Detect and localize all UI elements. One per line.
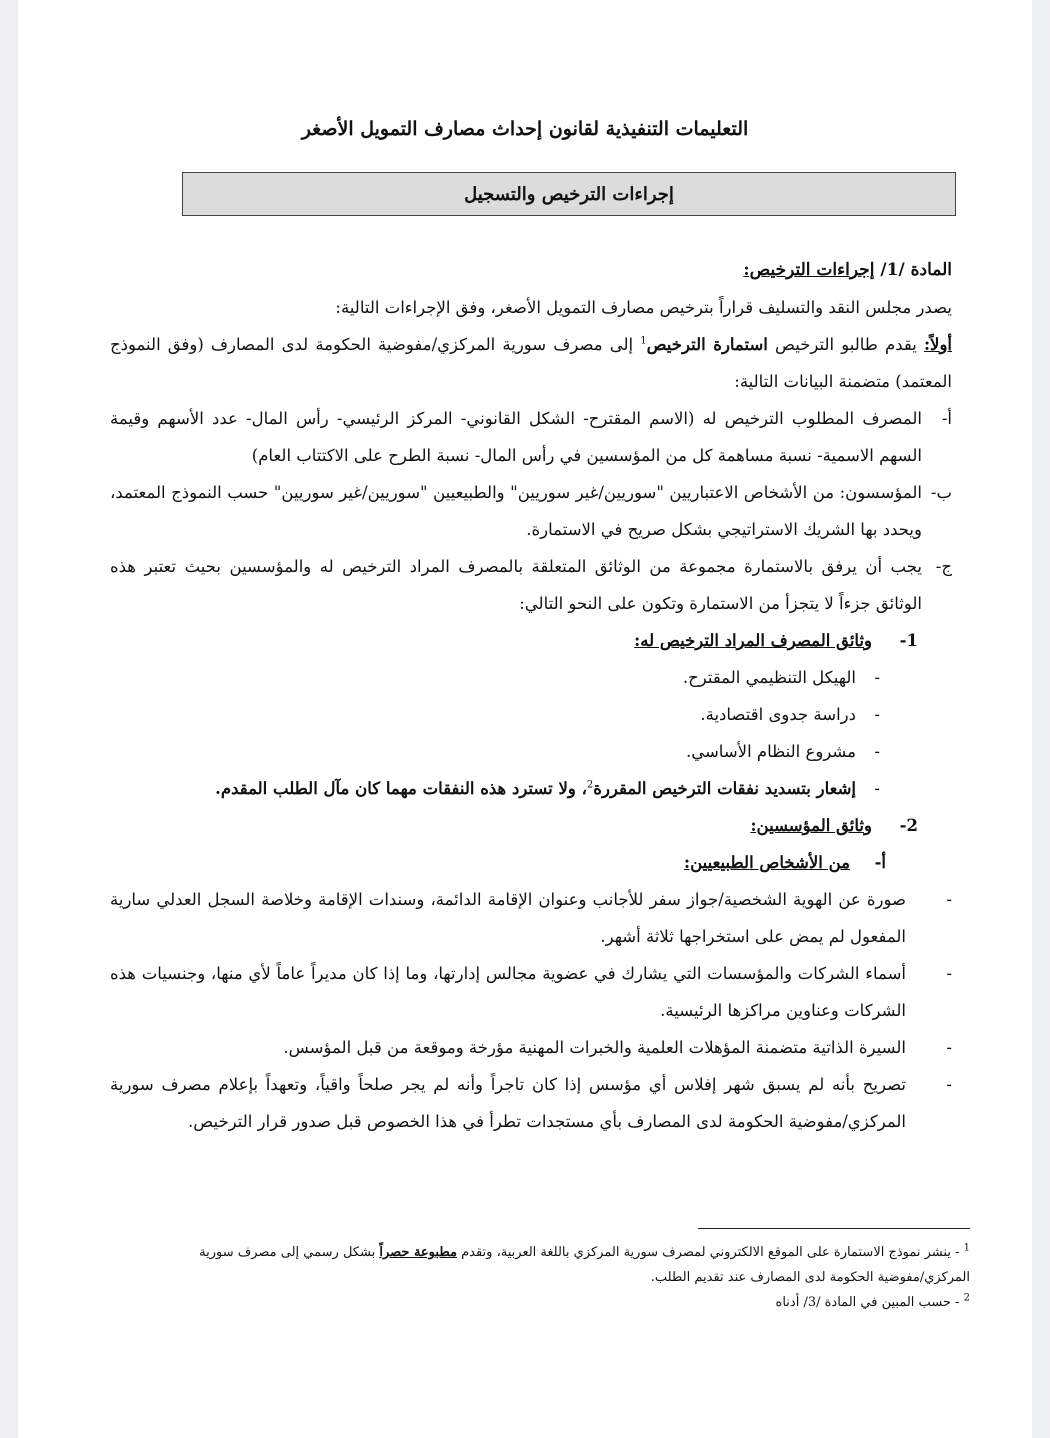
bank-docs-title: وثائق المصرف المراد الترخيص له:: [634, 631, 872, 650]
bank-docs-marker: 1-: [899, 631, 918, 650]
bullet-dash: -: [874, 668, 880, 687]
founders-docs-title: وثائق المؤسسين:: [750, 816, 872, 835]
article-heading: [110, 252, 952, 289]
bullet-dash: -: [874, 705, 880, 724]
bullet-dash: -: [946, 964, 952, 983]
fee-text-before: إشعار بتسديد نفقات الترخيص المقررة: [593, 779, 856, 798]
bullet-text: مشروع النظام الأساسي.: [685, 742, 856, 761]
bullet-dash: -: [874, 742, 880, 761]
list-item: [110, 548, 952, 622]
article-label: المادة /1/: [880, 260, 952, 280]
article-body: [110, 252, 952, 1140]
founders-docs-heading: [110, 807, 952, 844]
bullet-text: صورة عن الهوية الشخصية/جواز سفر للأجانب وعنوان الإقامة الدائمة، وسندات الإقامة وخلاصة السجل العدلي سارية المفعول لم يمض على استخراجها ثلاثة أشهر.: [110, 890, 906, 946]
bullet-item: [110, 1066, 952, 1140]
list-item: [110, 474, 952, 548]
section-box: إجراءات الترخيص والتسجيل: [182, 172, 956, 216]
footnote-2: [198, 1290, 970, 1315]
footnote-1-after: بشكل رسمي إلى مصرف سورية المركزي/مفوضية الحكومة لدى المصارف عند تقديم الطلب.: [199, 1245, 970, 1285]
footnote-2-text: - حسب المبين في المادة /3/ أدناه: [775, 1295, 960, 1310]
item-text: يجب أن يرفق بالاستمارة مجموعة من الوثائق المتعلقة بالمصرف المراد الترخيص له والمؤسسين بحيث تعتبر هذه الوثائق جزءاً لا يتجزأ من الاستمارة وتكون على النحو التالي:: [110, 557, 922, 613]
footnote-2-mark: 2: [963, 1292, 970, 1304]
first-text-after: إلى مصرف سورية المركزي/مفوضية الحكومة لدى المصارف (وفق النموذج المعتمد) متضمنة البيانات التالية:: [110, 335, 952, 391]
footnote-ref-2: 2: [586, 779, 594, 791]
bank-docs-heading: [110, 622, 952, 659]
footnote-ref-1: 1: [640, 335, 647, 347]
bullet-dash: -: [946, 1075, 952, 1094]
bullet-text: [110, 770, 856, 807]
bullet-item: [110, 770, 880, 807]
first-clause: [110, 326, 952, 400]
article-title: إجراءات الترخيص:: [743, 260, 875, 280]
bullet-item: [110, 733, 880, 770]
footnote-1-emphasis: مطبوعة حصراً: [379, 1245, 457, 1260]
document-page: [18, 0, 1032, 1438]
founders-docs-marker: 2-: [899, 816, 918, 835]
natural-persons-marker: أ-: [874, 853, 886, 872]
form-term: استمارة الترخيص: [646, 335, 768, 354]
bullet-text: تصريح بأنه لم يسبق شهر إفلاس أي مؤسس إذا كان تاجراً وأنه لم يجر صلحاً واقياً، وتعهداً بإعلام مصرف سورية المركزي/مفوضية الحكومة لدى المصارف بأي مستجدات تطرأ في هذا الخصوص قبل صدور قرار الترخيص.: [110, 1075, 906, 1131]
document-title: التعليمات التنفيذية لقانون إحداث مصارف التمويل الأصغر: [301, 118, 749, 140]
bullet-item: [110, 696, 880, 733]
footnote-separator: [698, 1228, 970, 1229]
first-label: أولاً:: [923, 335, 953, 354]
item-text: المؤسسون: من الأشخاص الاعتباريين "سوريين/غير سوريين" والطبيعيين "سوريين/غير سوريين" حسب النموذج المعتمد، ويحدد بها الشريك الاستراتيجي بشكل صريح في الاستمارة.: [110, 483, 922, 539]
bank-docs-list: [110, 659, 952, 807]
natural-persons-title: من الأشخاص الطبيعيين:: [683, 853, 850, 872]
item-text: المصرف المطلوب الترخيص له (الاسم المقترح- الشكل القانوني- المركز الرئيسي- رأس المال- عدد الأسهم وقيمة السهم الاسمية- نسبة مساهمة كل من المؤسسين في رأس المال- نسبة الطرح على الاكتتاب العام): [110, 409, 922, 465]
footnote-1-before: - ينشر نموذج الاستمارة على الموقع الالكتروني لمصرف سورية المركزي باللغة العربية، وتقدم: [461, 1245, 960, 1260]
bullet-item: [110, 659, 880, 696]
bullet-item: [110, 1029, 952, 1066]
item-marker: أ-: [941, 409, 952, 428]
item-marker: ب-: [930, 483, 952, 502]
footnote-1-mark: 1: [963, 1242, 970, 1254]
article-intro: يصدر مجلس النقد والتسليف قراراً بترخيص مصارف التمويل الأصغر، وفق الإجراءات التالية:: [335, 298, 952, 317]
footnotes: [198, 1240, 970, 1315]
first-text-before: يقدم طالبو الترخيص: [775, 335, 917, 354]
list-item: [110, 400, 952, 474]
bullet-item: [110, 955, 952, 1029]
natural-persons-list: [110, 881, 952, 1140]
bullet-dash: -: [946, 890, 952, 909]
bullet-item: [110, 881, 952, 955]
natural-persons-heading: [110, 844, 952, 881]
fee-text-after: ، ولا تسترد هذه النفقات مهما كان مآل الطلب المقدم.: [215, 779, 587, 798]
bullet-text: الهيكل التنظيمي المقترح.: [682, 668, 856, 687]
footnote-1: [198, 1240, 970, 1290]
bullet-dash: -: [874, 779, 880, 798]
bullet-dash: -: [946, 1038, 952, 1057]
bullet-text: أسماء الشركات والمؤسسات التي يشارك في عضوية مجالس إدارتها، وما إذا كان مديراً عاماً لأي منها، وجنسيات هذه الشركات وعناوين مراكزها الرئيسية.: [110, 964, 906, 1020]
bullet-text: السيرة الذاتية متضمنة المؤهلات العلمية والخبرات المهنية مؤرخة وموقعة من قبل المؤسس.: [283, 1038, 906, 1057]
item-marker: ج-: [935, 557, 952, 576]
bullet-text: دراسة جدوى اقتصادية.: [700, 705, 856, 724]
